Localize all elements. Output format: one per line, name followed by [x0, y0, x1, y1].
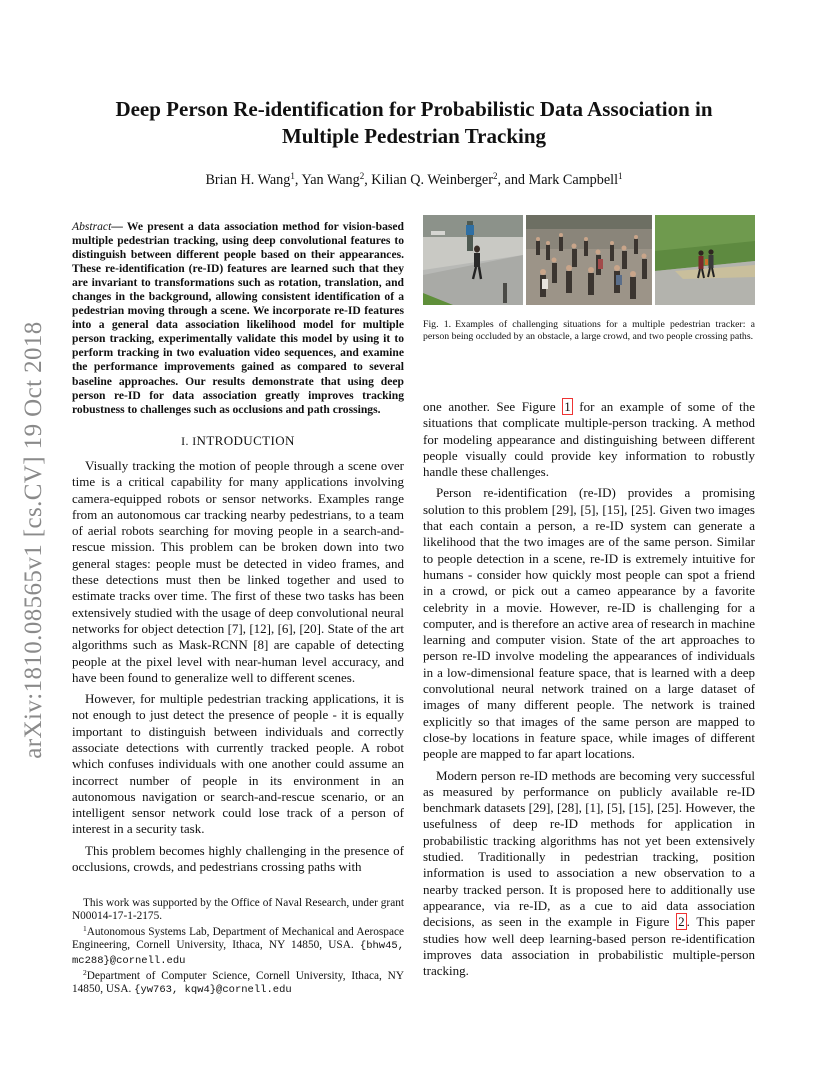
figure-reference-link[interactable]: 1: [564, 399, 571, 414]
figure-photo-crowd: [526, 215, 652, 305]
author-name: Yan Wang: [301, 172, 360, 188]
abstract-label: Abstract: [72, 220, 112, 233]
affiliation-marker: 1: [618, 171, 623, 181]
affiliation-marker: 1: [290, 171, 295, 181]
footnote-marker: 2: [83, 968, 87, 978]
affiliation-footnote-1: [72, 923, 404, 968]
paragraph-text: . This paper studies how well deep learning-based person re-identification improves data association in probabilistic multiple-person tracking.: [423, 914, 756, 979]
paragraph-text: one another. See Figure: [423, 399, 563, 414]
footnotes: [72, 897, 404, 1000]
author-separator: ,: [364, 172, 372, 188]
figure-photo-crossing: [655, 215, 755, 305]
figure-label: Fig. 1.: [423, 319, 452, 330]
body-paragraph: [423, 768, 755, 980]
body-paragraph: [423, 399, 755, 480]
section-numeral: I.: [181, 433, 193, 448]
section-heading-introduction: [72, 433, 404, 449]
paragraph-text: Modern person re-ID methods are becoming very successful as measured by performance on publicly available re-ID benchmark datasets [29], [28], [1], [5], [15], [25]. However, the usefulness of deep re-ID methods for application in probabilistic tracking algorithms has not yet been extensively studied. Traditionally in pedestrian tracking, position information is used to association a new observation to a nearby tracked person. It is proposed here to additionally use appearance, via re-ID, as a cue to aid data association decisions, as seen in the example in Figure: [423, 767, 755, 930]
affiliation-marker: 2: [492, 171, 498, 181]
author-name: Brian H. Wang: [205, 172, 291, 188]
arxiv-stamp-text: arXiv:1810.08565v1 [cs.CV] 19 Oct 2018: [20, 321, 47, 759]
body-paragraph: Person re-identification (re-ID) provides a promising solution to this problem [29], [5], [15], [25]. Given two images that each contain a person, a re-ID system can generate a likelihood that the two images are of the same person. Similar to people detection in a scene, re-ID is extremely intuitive for humans - consider how quickly most people can spot a friend in a crowd, or pick out a cameo appearance by a favorite celebrity in a movie. However, re-ID is challenging for a computer, and is therefore an active area of research in machine learning and computer vision. State of the art approaches to person re-ID involve modeling the appearances of individuals in a low-dimensional feature space, that is learned with a deep convolutional neural network trained on a large dataset of images of many different people. The network is trained explicitly so that images of the same person are mapped to close-by locations in feature space, while images of different people are mapped to far apart locations.: [423, 485, 755, 762]
footnote-text: Department of Computer Science, Cornell University, Ithaca, NY 14850, USA.: [72, 970, 404, 996]
author-separator: , and: [497, 172, 529, 188]
body-paragraph: Visually tracking the motion of people through a scene over time is a critical capability for many applications involving camera-equipped robots or sensor networks. Examples range from an autonomous car tracking nearby pedestrians, to a team of aerial robots searching for moving people in a search-and-rescue mission. This problem can be broken down into two general stages: people must be detected in video frames, and these detections must then be linked together and used to estimate tracks over time. The first of these two tasks has been extensively studied with the usage of deep convolutional neural networks for object detection [7], [12], [6], [20]. State of the art algorithms such as Mask-RCNN [8] are capable of detecting people at the pixel level with near-human level accuracy, and have been found to generalize well to different scenes.: [72, 457, 404, 685]
author-name: Mark Campbell: [528, 172, 619, 188]
title-line-2: Multiple Pedestrian Tracking: [281, 124, 547, 148]
affiliation-footnote-2: [72, 970, 404, 998]
figure-photo-occlusion: [423, 215, 523, 305]
footnote-text: Autonomous Systems Lab, Department of Mechanical and Aerospace Engineering, Cornell University, Ithaca, NY 14850, USA.: [72, 925, 404, 952]
abstract: [72, 220, 404, 417]
figure-reference-link[interactable]: 2: [678, 914, 685, 930]
paper-title: [60, 96, 768, 150]
section-title-first-letter: I: [192, 433, 197, 448]
right-column: [423, 399, 755, 984]
footnote-marker: 1: [83, 923, 87, 933]
figure-caption: [423, 319, 755, 343]
body-paragraph: However, for multiple pedestrian tracking applications, it is not enough to just detect the presence of people - it is equally important to distinguish between individuals and correctly associate detections with currently tracked people. A robot which confuses individuals with one another could assume an incorrect number of people in its environment in an autonomous navigation or search-and-rescue scenario, or an intelligent sensor network could lose track of a person of interest in a security task.: [72, 691, 404, 837]
left-column: [72, 220, 404, 880]
footnote-email: {yw763, kqw4}@cornell.edu: [134, 984, 292, 997]
figure-caption-text: Examples of challenging situations for a multiple pedestrian tracker: a person being occluded by an obstacle, a large crowd, and two people crossing paths.: [423, 319, 755, 343]
author-separator: ,: [294, 172, 302, 188]
title-line-1: Deep Person Re-identification for Probabilistic Data Association in: [115, 97, 713, 121]
footnote-email: {bhw45, mc288}@cornell.edu: [72, 940, 404, 967]
affiliation-marker: 2: [359, 171, 365, 181]
funding-footnote: This work was supported by the Office of Naval Research, under grant N00014-17-1-2175.: [72, 897, 404, 923]
author-name: Kilian Q. Weinberger: [371, 172, 493, 188]
author-list: [60, 172, 768, 189]
abstract-body: — We present a data association method for vision-based multiple pedestrian tracking, using deep convolutional features to distinguish between different people based on their appearances. These re-identification (re-ID) features are learned such that they are invariant to transformations such as rotation, translation, and changes in the background, allowing consistent identification of a pedestrian moving through a scene. We incorporate re-ID features into a general data association likelihood model for multiple person tracking, experimentally validate this model by using it to perform tracking in two evaluation video sequences, and examine the performance improvements gained as compared to several baseline approaches. Our results demonstrate that using deep person re-ID for data association greatly improves tracking robustness to challenges such as occlusions and path crossings.: [72, 220, 404, 416]
section-title-rest: NTRODUCTION: [196, 432, 295, 448]
body-paragraph: This problem becomes highly challenging in the presence of occlusions, crowds, and pedestrians crossing paths with: [72, 842, 404, 875]
figure-1: [423, 215, 755, 305]
paragraph-text: for an example of some of the situations that complicate multiple-person tracking. A method for modeling appearance and distinguishing between different people visually could provide key information to robustly handle these challenges.: [423, 399, 755, 480]
